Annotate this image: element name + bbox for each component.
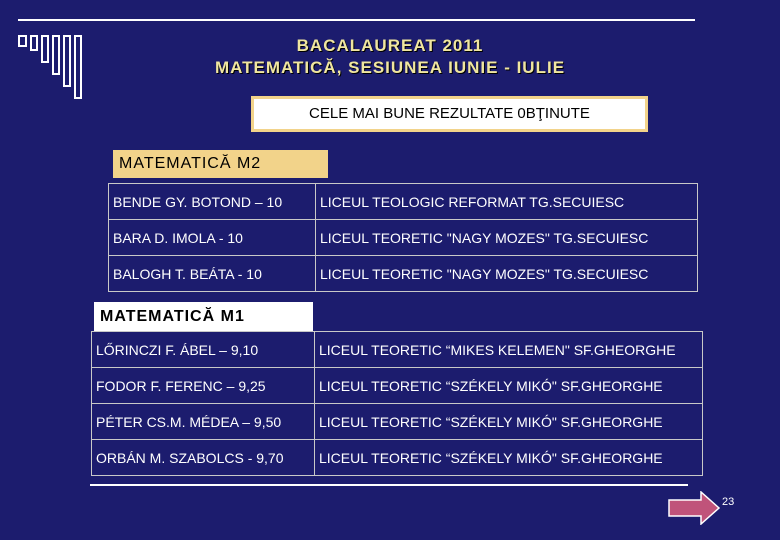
table-row: [109, 184, 698, 220]
school-cell: LICEUL TEORETIC “MIKES KELEMEN" SF.GHEORGHE: [315, 332, 703, 368]
subtitle-box: CELE MAI BUNE REZULTATE 0BŢINUTE: [251, 96, 648, 132]
table-row: [92, 332, 703, 368]
results-table-m2: [108, 183, 698, 292]
table-row: [92, 440, 703, 476]
section-label-m1: MATEMATICĂ M1: [94, 302, 313, 332]
school-cell: LICEUL TEORETIC "NAGY MOZES" TG.SECUIESC: [316, 220, 698, 256]
top-rule: [18, 19, 695, 21]
student-cell: ORBÁN M. SZABOLCS - 9,70: [92, 440, 315, 476]
page-title-line2: MATEMATICĂ, SESIUNEA IUNIE - IULIE: [214, 58, 566, 77]
table-row: [109, 220, 698, 256]
school-cell: LICEUL TEORETIC “SZÉKELY MIKÓ" SF.GHEORGHE: [315, 440, 703, 476]
right-arrow-icon[interactable]: [668, 491, 720, 525]
student-cell: BARA D. IMOLA - 10: [109, 220, 316, 256]
school-cell: LICEUL TEORETIC “SZÉKELY MIKÓ" SF.GHEORGHE: [315, 368, 703, 404]
bottom-rule: [90, 484, 688, 486]
student-cell: FODOR F. FERENC – 9,25: [92, 368, 315, 404]
school-cell: LICEUL TEORETIC “SZÉKELY MIKÓ" SF.GHEORGHE: [315, 404, 703, 440]
student-cell: BALOGH T. BEÁTA - 10: [109, 256, 316, 292]
table-row: [92, 404, 703, 440]
school-cell: LICEUL TEORETIC "NAGY MOZES" TG.SECUIESC: [316, 256, 698, 292]
table-row: [109, 256, 698, 292]
page-title-line1: BACALAUREAT 2011: [296, 36, 484, 55]
page-number: 23: [722, 496, 735, 508]
student-cell: PÉTER CS.M. MÉDEA – 9,50: [92, 404, 315, 440]
results-table-m1: [91, 331, 703, 476]
section-label-m2: MATEMATICĂ M2: [113, 150, 328, 178]
table-row: [92, 368, 703, 404]
student-cell: LŐRINCZI F. ÁBEL – 9,10: [92, 332, 315, 368]
school-cell: LICEUL TEOLOGIC REFORMAT TG.SECUIESC: [316, 184, 698, 220]
student-cell: BENDE GY. BOTOND – 10: [109, 184, 316, 220]
